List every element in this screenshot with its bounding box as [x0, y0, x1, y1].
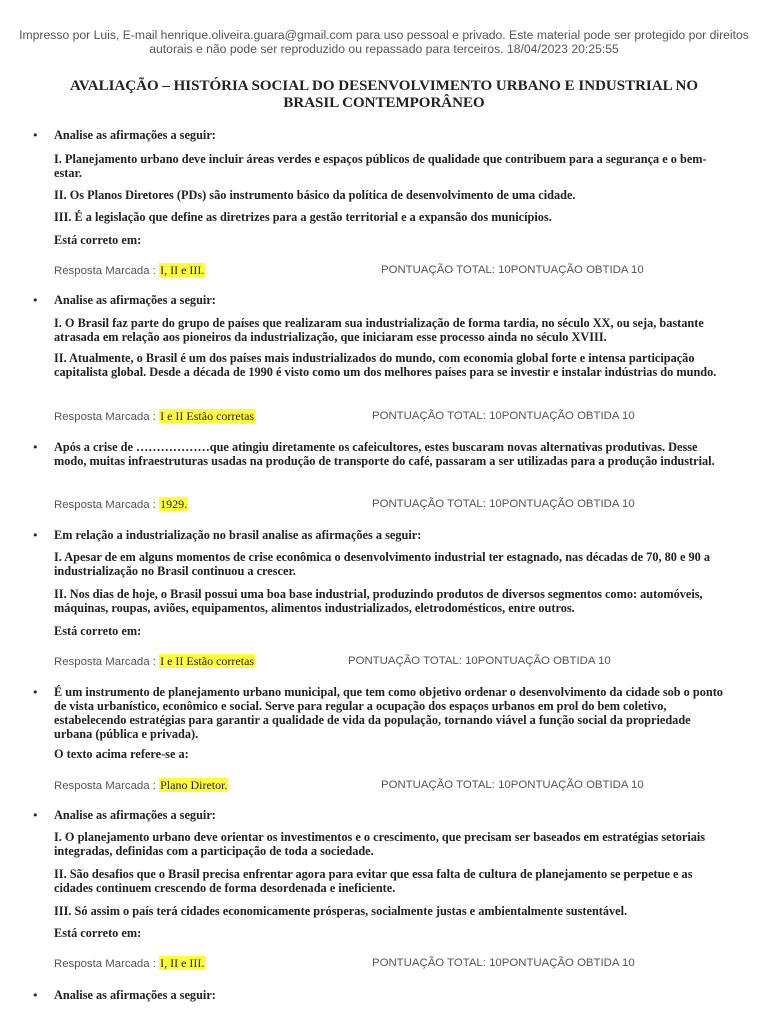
watermark-line-1: Impresso por Luis, E-mail henrique.oliveira.guara@gmail.com para uso pessoal e privado. Este material pode ser protegido por direitos [19, 28, 749, 42]
statement-iii: III. É a legislação que define as diretrizes para a gestão territorial e a expansão dos municípios. [54, 210, 552, 224]
bullet-marker: • [32, 809, 39, 822]
statement-i: I. O planejamento urbano deve orientar os investimentos e o crescimento, que precisam ser baseados em estratégias setoriais integradas, definidas com a participação de toda a sociedade. [54, 830, 706, 858]
title-line-2: BRASIL CONTEMPORÂNEO [283, 95, 485, 111]
page-title [40, 78, 728, 112]
marked-answer [54, 778, 228, 793]
score-text: PONTUAÇÃO TOTAL: 10PONTUAÇÃO OBTIDA 10 [381, 779, 644, 791]
score-text: PONTUAÇÃO TOTAL: 10PONTUAÇÃO OBTIDA 10 [348, 655, 611, 667]
marked-answer [54, 263, 205, 278]
question-prompt: Analise as afirmações a seguir: [54, 808, 216, 822]
bullet-marker: • [32, 441, 39, 454]
question-stem: O texto acima refere-se a: [54, 747, 189, 761]
score-text: PONTUAÇÃO TOTAL: 10PONTUAÇÃO OBTIDA 10 [372, 410, 635, 422]
question-prompt: Analise as afirmações a seguir: [54, 293, 216, 307]
score-text: PONTUAÇÃO TOTAL: 10PONTUAÇÃO OBTIDA 10 [372, 957, 635, 969]
question-prompt: Analise as afirmações a seguir: [54, 988, 216, 1002]
question-stem: Está correto em: [54, 926, 142, 940]
marked-answer-label: Resposta Marcada : [54, 958, 156, 970]
question-prompt: Após a crise de ………………que atingiu diretamente os cafeicultores, estes buscaram novas alternativas produtivas. Desse modo, muitas infraestruturas usadas na produção de transporte do café, passaram a ser utilizadas para a produção industrial. [54, 440, 715, 468]
marked-answer-label: Resposta Marcada : [54, 499, 156, 511]
bullet-marker: • [32, 529, 39, 542]
question-prompt: Analise as afirmações a seguir: [54, 128, 216, 142]
marked-answer [54, 497, 188, 512]
statement-i: I. O Brasil faz parte do grupo de países que realizaram sua industrialização de forma tardia, no século XX, ou seja, bastante atrasada em relação aos pioneiros da industrialização, que iniciaram esse processo ainda no século XVIII. [54, 316, 704, 344]
marked-answer [54, 956, 205, 971]
score-text: PONTUAÇÃO TOTAL: 10PONTUAÇÃO OBTIDA 10 [381, 264, 644, 276]
marked-answer-value: I e II Estão corretas [160, 654, 255, 668]
question-prompt: É um instrumento de planejamento urbano municipal, que tem como objetivo ordenar o desenvolvimento da cidade sob o ponto de vista urbanístico, econômico e social. Serve para regular a ocupação dos espaços urbanos em prol do bem coletivo, estabelecendo estratégias para garantir a qualidade de vida da população, tornando viável a função social da propriedade urbana (pública e privada). [54, 685, 723, 741]
marked-answer-label: Resposta Marcada : [54, 780, 156, 792]
bullet-marker: • [32, 129, 39, 142]
question-prompt: Em relação a industrialização no brasil analise as afirmações a seguir: [54, 528, 422, 542]
watermark-line-2: autorais e não pode ser reproduzido ou repassado para terceiros. 18/04/2023 20:25:55 [149, 42, 619, 56]
marked-answer [54, 654, 255, 669]
marked-answer-label: Resposta Marcada : [54, 411, 156, 423]
marked-answer-label: Resposta Marcada : [54, 656, 156, 668]
marked-answer-value: I, II e III. [160, 263, 205, 277]
title-line-1: AVALIAÇÃO – HISTÓRIA SOCIAL DO DESENVOLVIMENTO URBANO E INDUSTRIAL NO [69, 78, 699, 94]
marked-answer-label: Resposta Marcada : [54, 265, 156, 277]
marked-answer-value: 1929. [160, 497, 188, 511]
statement-i: I. Planejamento urbano deve incluir áreas verdes e espaços públicos de qualidade que contribuem para a segurança e o bem-estar. [54, 152, 707, 180]
print-watermark [0, 28, 768, 56]
question-stem: Está correto em: [54, 233, 142, 247]
score-text: PONTUAÇÃO TOTAL: 10PONTUAÇÃO OBTIDA 10 [372, 498, 635, 510]
statement-ii: II. Atualmente, o Brasil é um dos países mais industrializados do mundo, com economia global forte e intensa participação capitalista global. Desde a década de 1990 é visto como um dos melhores países para se investir e instalar indústrias do mundo. [54, 351, 717, 379]
bullet-marker: • [32, 686, 39, 699]
bullet-marker: • [32, 294, 39, 307]
statement-ii: II. Os Planos Diretores (PDs) são instrumento básico da política de desenvolvimento de uma cidade. [54, 188, 576, 202]
statement-iii: III. Só assim o país terá cidades economicamente prósperas, socialmente justas e ambientalmente sustentável. [54, 904, 628, 918]
marked-answer-value: I e II Estão corretas [160, 409, 255, 423]
statement-i: I. Apesar de em alguns momentos de crise econômica o desenvolvimento industrial ter estagnado, nas décadas de 70, 80 e 90 a industrialização no Brasil continuou a crescer. [54, 550, 711, 578]
statement-ii: II. Nos dias de hoje, o Brasil possui uma boa base industrial, produzindo produtos de diversos segmentos como: automóveis, máquinas, roupas, aviões, equipamentos, alimentos industrializados, eletrodomésticos, entre outros. [54, 587, 703, 615]
marked-answer-value: I, II e III. [160, 956, 205, 970]
bullet-marker: • [32, 989, 39, 1002]
marked-answer-value: Plano Diretor. [160, 778, 228, 792]
statement-ii: II. São desafios que o Brasil precisa enfrentar agora para evitar que essa falta de cultura de planejamento se perpetue e as cidades continuem crescendo de forma desordenada e ineficiente. [54, 867, 693, 895]
marked-answer [54, 409, 255, 424]
question-stem: Está correto em: [54, 624, 142, 638]
